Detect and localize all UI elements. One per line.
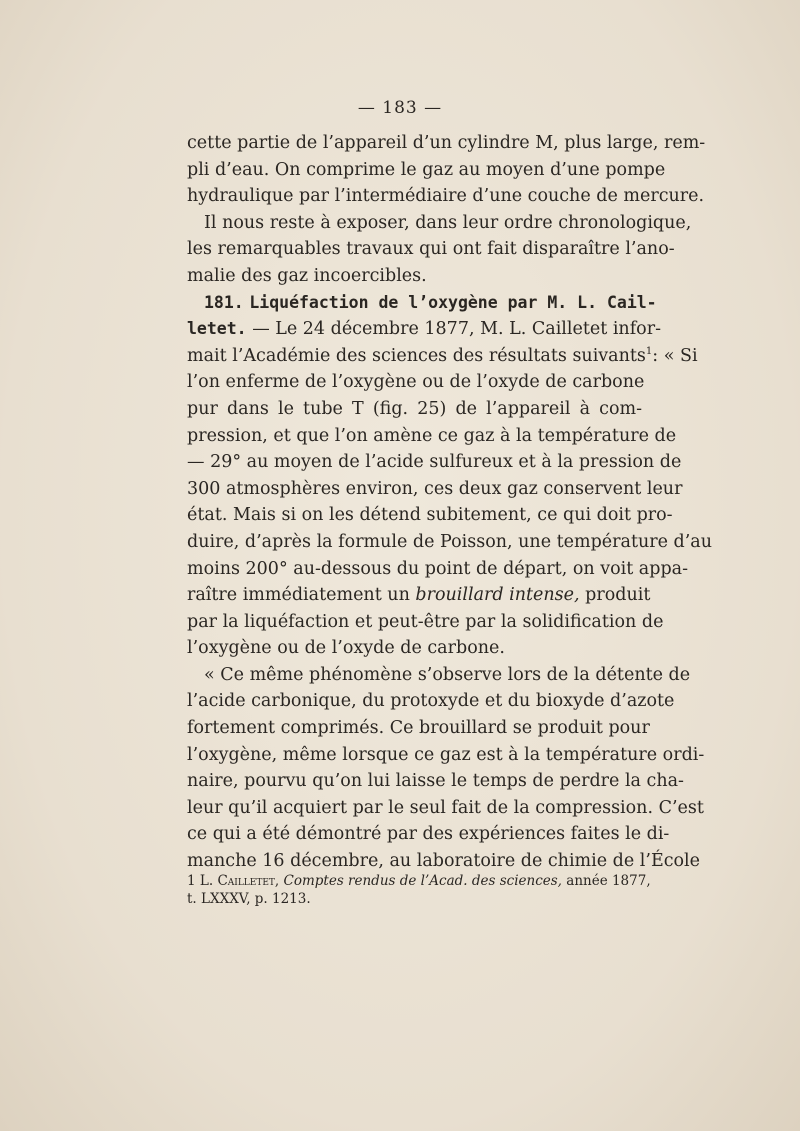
text-line: letet. — Le 24 décembre 1877, M. L. Cailletet infor- — [187, 319, 661, 340]
text-line: malie des gaz incoercibles. — [187, 265, 427, 286]
text-line: mait l’Académie des sciences des résultats suivants$^1$: « Si — [187, 345, 698, 366]
text-line: naire, pourvu qu’on lui laisse le temps de perdre la cha- — [187, 771, 684, 792]
text-line: ce qui a été démontré par des expériences faites le di- — [187, 824, 670, 845]
footnote-reference: 1 — [645, 345, 653, 357]
text-line: l’oxygène ou de l’oxyde de carbone. — [187, 638, 505, 659]
text-line: hydraulique par l’intermédiaire d’une couche de mercure. — [187, 186, 705, 207]
italic-phrase: brouillard intense, — [415, 585, 580, 606]
text-line: cette partie de l’appareil d’un cylindre M, plus large, rem- — [187, 133, 706, 153]
text-line: raître immédiatement un brouillard intense, produit — [187, 585, 651, 606]
footnote-line: t. LXXXV, p. 1213. — [187, 891, 311, 907]
text-line: — 29° au moyen de l’acide sulfureux et à la pression de — [187, 452, 682, 473]
text-line: pression, et que l’on amène ce gaz à la température de — [187, 425, 677, 446]
page-number: — 183 — — [357, 98, 443, 118]
section-title-end: letet. — [187, 319, 247, 339]
section-heading-line — [187, 290, 657, 317]
text-line: pur dans le tube T (fig. 25) de l’appareil à com- — [187, 398, 642, 419]
body-text — [187, 130, 713, 875]
text-line: leur qu’il acquiert par le seul fait de la compression. C’est — [187, 797, 704, 818]
text-line: moins 200° au-dessous du point de départ, on voit appa- — [187, 558, 688, 579]
text-line: manche 16 décembre, au laboratoire de chimie de l’École — [187, 851, 701, 872]
text-line: pli d’eau. On comprime le gaz au moyen d’une pompe — [187, 159, 666, 180]
text-line: l’acide carbonique, du protoxyde et du bioxyde d’azote — [187, 691, 675, 712]
text-line: état. Mais si on les détend subitement, ce qui doit pro- — [187, 505, 673, 526]
footnote-marker: 1 — [187, 873, 196, 889]
footnote-title: Comptes rendus de l’Acad. des sciences, — [283, 873, 562, 889]
footnote-author: L. Cailletet, — [199, 873, 280, 889]
text-line: fortement comprimés. Ce brouillard se produit pour — [187, 718, 650, 739]
text-line: l’oxygène, même lorsque ce gaz est à la température ordi- — [187, 744, 705, 765]
text-line: par la liquéfaction et peut-être par la solidification de — [187, 611, 664, 632]
footnote — [187, 872, 651, 908]
text-line: « Ce même phénomène s’observe lors de la détente de — [204, 664, 691, 685]
text-line: duire, d’après la formule de Poisson, une température d’au — [187, 531, 713, 552]
text-line: l’on enferme de l’oxygène ou de l’oxyde de carbone — [187, 372, 645, 393]
text-line: les remarquables travaux qui ont fait disparaître l’ano- — [187, 239, 675, 260]
text-line: Il nous reste à exposer, dans leur ordre chronologique, — [204, 212, 692, 233]
section-title: Liquéfaction de l’oxygène par M. L. Cail- — [249, 292, 657, 312]
section-number: 181. — [204, 292, 244, 312]
footnote-line: 1 L. Cailletet, Comptes rendus de l’Acad. des sciences, année 1877, — [187, 873, 651, 889]
text-line: 300 atmosphères environ, ces deux gaz conservent leur — [187, 478, 683, 499]
